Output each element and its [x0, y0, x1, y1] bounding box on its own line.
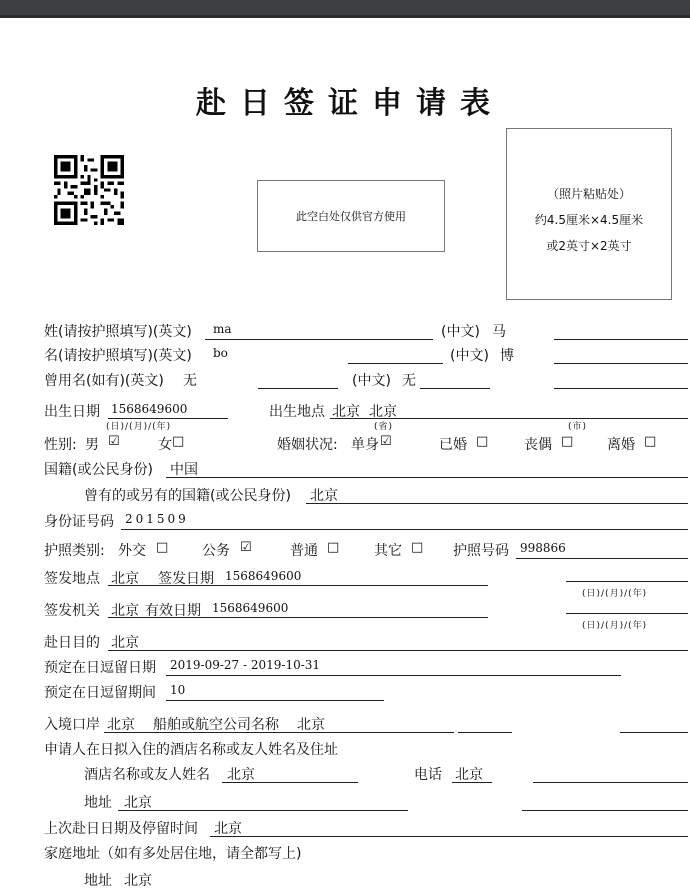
surname-en-line [205, 339, 433, 340]
sex-male-checkbox[interactable]: ☑ [108, 434, 120, 449]
birth-place-field-2[interactable]: 北京 [369, 404, 397, 420]
issue-date-field[interactable]: 1568649600 [225, 569, 302, 583]
issue-date-label: 签发日期 [158, 571, 214, 587]
official-use-label: 此空白处仅供官方使用 [296, 210, 406, 223]
home-address-label: 家庭地址（如有多处居住地，请全都写上) [44, 846, 302, 862]
hotel-address-label: 地址 [84, 795, 112, 811]
form-title: 赴日签证申请表 [196, 86, 504, 121]
official-use-box [257, 180, 445, 252]
passport-type-label: 护照类别: [44, 543, 105, 559]
carrier-label: 船舶或航空公司名称 [153, 717, 279, 733]
nationality-line [166, 477, 688, 478]
city-hint: (市) [568, 422, 588, 432]
former-nationality-label: 曾有的或另有的国籍(或公民身份) [84, 488, 291, 504]
qr-code-icon [54, 155, 124, 225]
surname-label: 姓(请按护照填写)(英文) [44, 324, 192, 340]
province-hint: (省) [374, 422, 394, 432]
hotel-name-field[interactable]: 北京 [227, 767, 255, 783]
sex-label: 性别: [44, 437, 77, 453]
sex-female-checkbox[interactable]: □ [172, 434, 185, 449]
hotel-phone-label: 电话 [414, 767, 442, 783]
former-name-en-field[interactable]: 无 [183, 373, 197, 389]
given-name-label: 名(请按护照填写)(英文) [44, 348, 192, 364]
given-name-cn-label: (中文) [450, 348, 489, 364]
hotel-name-label: 酒店名称或友人姓名 [84, 767, 210, 783]
marital-single-label: 单身 [351, 437, 379, 453]
issuing-authority-line [108, 617, 488, 618]
hotel-address-field[interactable]: 北京 [124, 795, 152, 811]
birth-date-label: 出生日期 [44, 404, 100, 420]
stay-dates-line [166, 675, 621, 676]
given-name-en-line [348, 363, 443, 364]
former-name-cn-label: (中文) [352, 373, 391, 389]
birth-date-hint: (日)/(月)/(年) [106, 422, 172, 432]
passport-number-field[interactable]: 998866 [520, 541, 566, 555]
former-nationality-line [306, 503, 688, 504]
issuing-authority-field[interactable]: 北京 [111, 603, 139, 619]
last-visit-label: 上次赴日日期及停留时间 [44, 821, 198, 837]
former-name-cn-line [420, 388, 490, 389]
expiry-date-label: 有效日期 [145, 603, 201, 619]
passport-official-checkbox[interactable]: ☑ [240, 540, 252, 555]
former-name-label: 曾用名(如有)(英文) [44, 373, 164, 389]
stay-period-field[interactable]: 10 [170, 683, 186, 697]
surname-cn-label: (中文) [441, 324, 480, 340]
issue-place-field[interactable]: 北京 [111, 571, 139, 587]
issue-place-line [108, 585, 488, 586]
birth-date-field[interactable]: 1568649600 [111, 402, 188, 416]
viewer-toolbar [0, 0, 690, 18]
home-address-line-field[interactable]: 北京 [124, 873, 152, 889]
photo-line-1: （照片粘贴处） [546, 187, 631, 201]
passport-other-label: 其它 [374, 543, 402, 559]
passport-diplomatic-checkbox[interactable]: □ [156, 540, 169, 555]
passport-diplomatic-label: 外交 [118, 543, 146, 559]
hotel-phone-line [452, 782, 492, 783]
issuing-authority-label: 签发机关 [44, 603, 100, 619]
hotel-address-line [118, 810, 408, 811]
expiry-date-extra-line [566, 613, 688, 614]
issue-date-extra-line [566, 581, 688, 582]
hotel-extra-line [533, 782, 688, 783]
former-name-cn-field[interactable]: 无 [402, 373, 416, 389]
id-number-line [121, 529, 688, 530]
carrier-line-2 [620, 732, 688, 733]
nationality-field[interactable]: 中国 [170, 462, 198, 478]
entry-port-label: 入境口岸 [44, 717, 100, 733]
stay-period-label: 预定在日逗留期间 [44, 685, 156, 701]
marital-widowed-checkbox[interactable]: □ [561, 434, 574, 449]
former-name-extra-line [554, 388, 688, 389]
entry-port-line [104, 732, 454, 733]
hotel-name-line [222, 782, 358, 783]
issue-date-hint: (日)/(月)/(年) [582, 589, 648, 599]
surname-cn-line [554, 339, 688, 340]
passport-number-line [516, 558, 688, 559]
sex-female-label: 女 [158, 437, 172, 453]
marital-married-label: 已婚 [439, 437, 467, 453]
home-address-line-label: 地址 [84, 873, 112, 889]
sex-male-label: 男 [85, 437, 99, 453]
expiry-date-hint: (日)/(月)/(年) [582, 621, 648, 631]
surname-cn-field[interactable]: 马 [492, 324, 506, 340]
birth-place-label: 出生地点 [269, 404, 325, 420]
stay-dates-label: 预定在日逗留日期 [44, 660, 156, 676]
carrier-line-1 [458, 732, 512, 733]
last-visit-line [210, 836, 688, 837]
given-name-cn-line [554, 363, 688, 364]
former-name-en-line [258, 388, 338, 389]
document-page [0, 18, 690, 889]
purpose-field[interactable]: 北京 [111, 635, 139, 651]
given-name-cn-field[interactable]: 博 [500, 348, 514, 364]
marital-widowed-label: 丧偶 [524, 437, 552, 453]
issue-place-label: 签发地点 [44, 571, 100, 587]
passport-official-label: 公务 [202, 543, 230, 559]
stay-period-line [166, 700, 384, 701]
purpose-line [108, 650, 688, 651]
photo-line-2: 约4.5厘米×4.5厘米 [534, 213, 644, 227]
passport-other-checkbox[interactable]: □ [411, 540, 424, 555]
purpose-label: 赴日目的 [44, 635, 100, 651]
id-number-field[interactable]: 201509 [125, 512, 189, 526]
last-visit-field[interactable]: 北京 [214, 821, 242, 837]
entry-port-field[interactable]: 北京 [107, 717, 135, 733]
passport-number-label: 护照号码 [453, 543, 509, 559]
given-name-en-field[interactable]: bo [213, 346, 228, 360]
marital-divorced-label: 离婚 [607, 437, 635, 453]
hotel-heading: 申请人在日拟入住的酒店名称或友人姓名及住址 [44, 742, 338, 758]
marital-single-checkbox[interactable]: ☑ [380, 434, 392, 449]
photo-line-3: 或2英寸×2英寸 [546, 239, 632, 253]
nationality-label: 国籍(或公民身份) [44, 462, 153, 478]
hotel-address-extra-line [522, 810, 688, 811]
marital-married-checkbox[interactable]: □ [476, 434, 489, 449]
passport-ordinary-label: 普通 [290, 543, 318, 559]
stay-dates-field[interactable]: 2019-09-27 - 2019-10-31 [170, 658, 321, 672]
surname-en-field[interactable]: ma [213, 322, 232, 336]
id-number-label: 身份证号码 [44, 514, 114, 530]
carrier-field[interactable]: 北京 [297, 717, 325, 733]
expiry-date-field[interactable]: 1568649600 [212, 601, 289, 615]
former-nationality-field[interactable]: 北京 [310, 488, 338, 504]
marital-divorced-checkbox[interactable]: □ [644, 434, 657, 449]
hotel-phone-field[interactable]: 北京 [455, 767, 483, 783]
birth-place-field-1[interactable]: 北京 [332, 404, 360, 420]
marital-label: 婚姻状况: [277, 437, 338, 453]
passport-ordinary-checkbox[interactable]: □ [327, 540, 340, 555]
photo-box [506, 128, 672, 300]
